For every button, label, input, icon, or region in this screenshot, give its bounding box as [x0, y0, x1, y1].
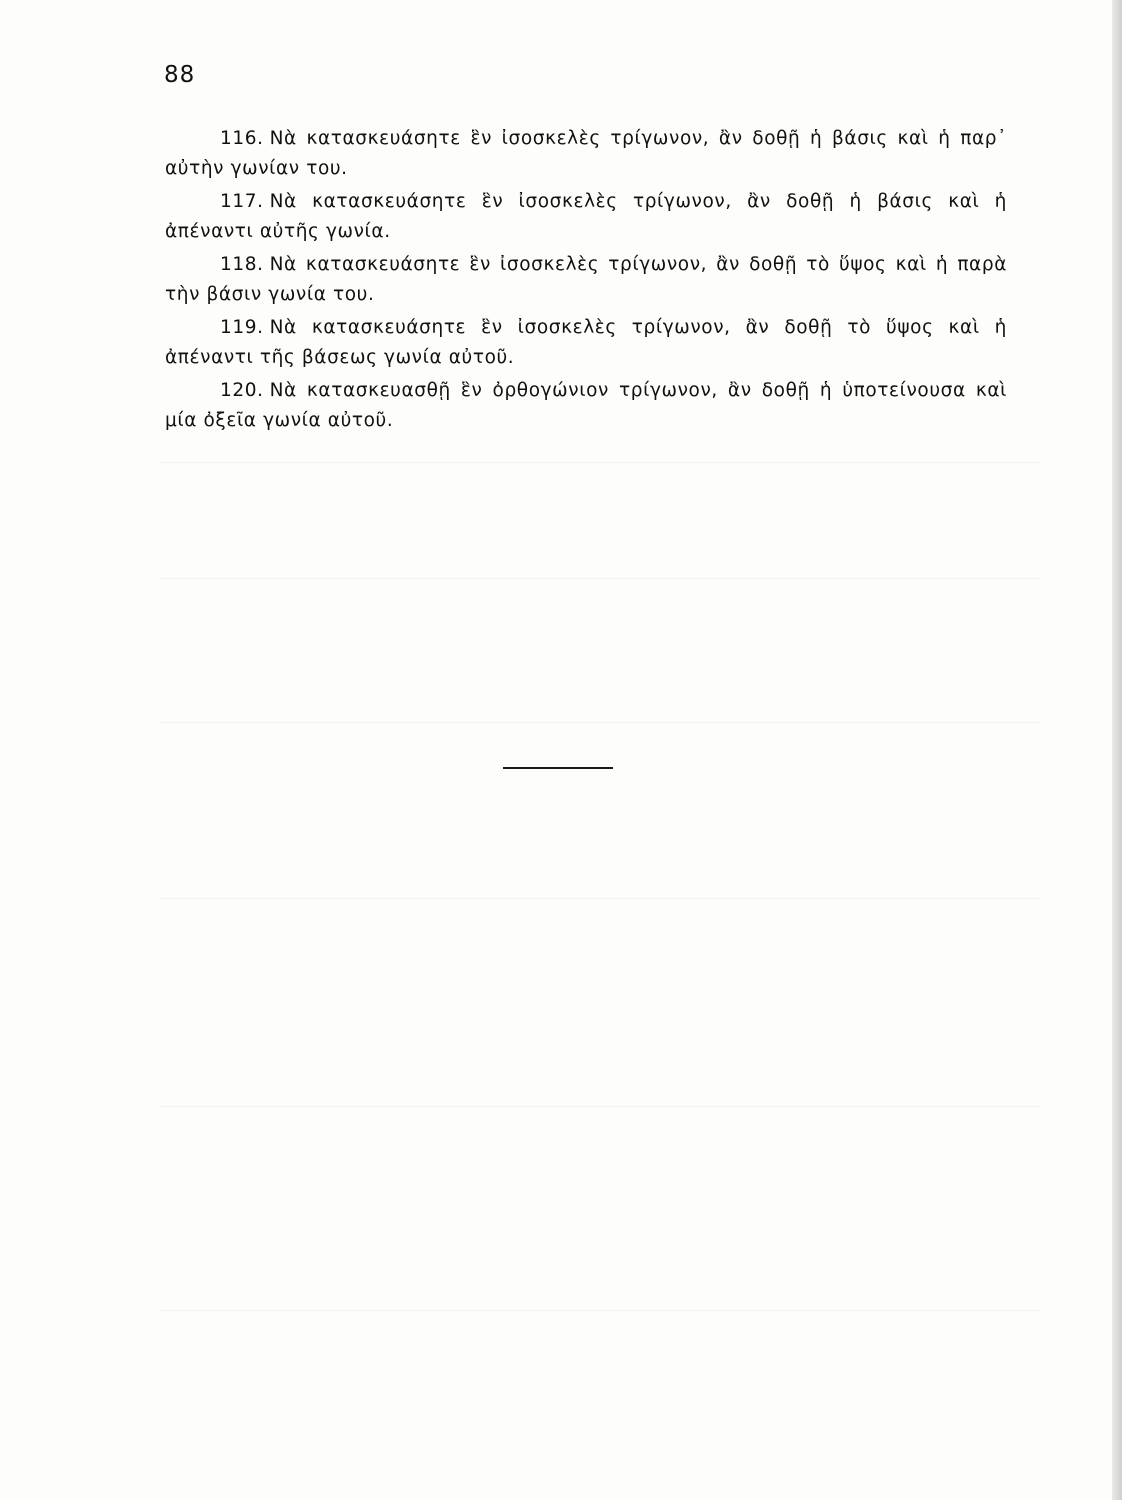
exercise-text: Νὰ κατασκευάσητε ἓν ἰσοσκελὲς τρίγωνον, ἂν δοθῇ ἡ βάσις καὶ ἡ ἀπέναντι αὐτῆς γωνία. — [165, 191, 1007, 242]
bleed-through-line — [160, 578, 1040, 579]
exercise-text: Νὰ κατασκευάσητε ἓν ἰσοσκελὲς τρίγωνον, ἂν δοθῇ ἡ βάσις καὶ ἡ παρ᾽ αὐτὴν γωνίαν του. — [165, 128, 1007, 179]
exercise-number: 120. — [220, 380, 264, 401]
exercise-117 — [165, 187, 1007, 247]
bleed-through-line — [160, 462, 1040, 463]
exercise-text: Νὰ κατασκευάσητε ἓν ἰσοσκελὲς τρίγωνον, ἂν δοθῇ τὸ ὕψος καὶ ἡ ἀπέναντι τῆς βάσεως γωνία αὐτοῦ. — [165, 317, 1007, 368]
bleed-through-line — [160, 1310, 1040, 1311]
section-end-rule — [503, 767, 613, 769]
exercise-number: 119. — [220, 317, 264, 338]
exercise-119 — [165, 313, 1007, 373]
page-number: 88 — [164, 62, 196, 88]
exercise-116 — [165, 124, 1007, 184]
bleed-through-line — [160, 722, 1040, 723]
exercise-text: Νὰ κατασκευασθῇ ἓν ὀρθογώνιον τρίγωνον, ἂν δοθῇ ἡ ὑποτείνουσα καὶ μία ὀξεῖα γωνία αὐτοῦ. — [165, 380, 1007, 431]
exercise-text: Νὰ κατασκευάσητε ἓν ἰσοσκελὲς τρίγωνον, ἂν δοθῇ τὸ ὕψος καὶ ἡ παρὰ τὴν βάσιν γωνία του. — [165, 254, 1007, 305]
exercise-120 — [165, 376, 1007, 436]
exercise-number: 118. — [220, 254, 264, 275]
exercise-number: 117. — [220, 191, 264, 212]
exercise-118 — [165, 250, 1007, 310]
bleed-through-line — [160, 898, 1040, 899]
bleed-through-line — [160, 1106, 1040, 1107]
exercise-list — [165, 124, 1007, 439]
page-edge — [1112, 0, 1122, 1500]
exercise-number: 116. — [220, 128, 264, 149]
